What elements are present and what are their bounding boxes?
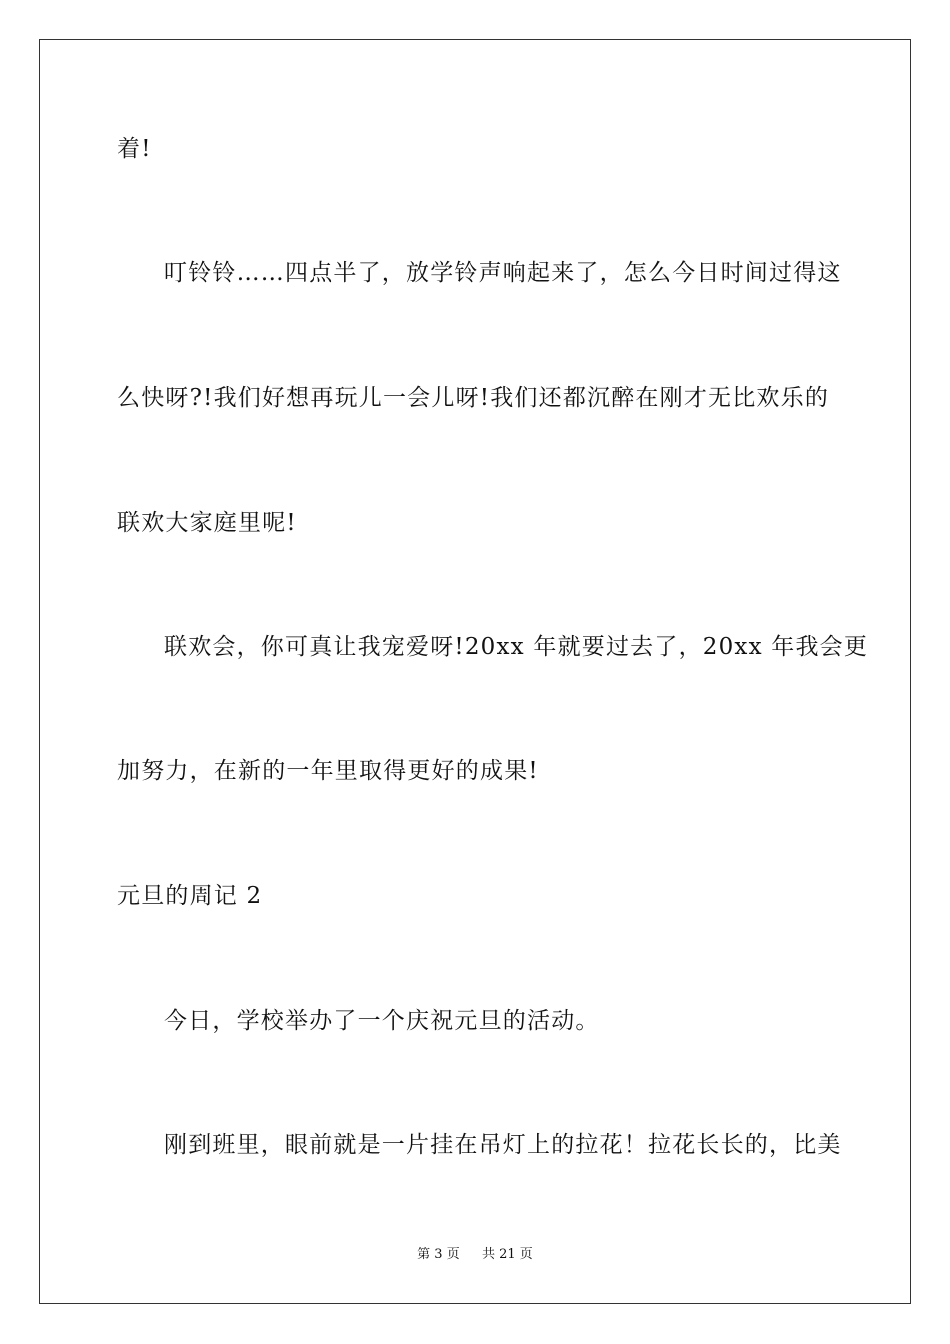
- page-total: 共 21 页: [482, 1247, 533, 1262]
- paragraph-line: 叮铃铃……四点半了，放学铃声响起来了，怎么今日时间过得这: [164, 260, 842, 286]
- paragraph-line: 今日，学校举办了一个庆祝元旦的活动。: [164, 1008, 600, 1034]
- text-line: 加努力，在新的一年里取得更好的成果!: [117, 758, 539, 784]
- text-line: 着!: [117, 136, 152, 162]
- paragraph-line: 联欢会，你可真让我宠爱呀!20xx 年就要过去了，20xx 年我会更: [164, 634, 869, 660]
- page-number: 第 3 页: [417, 1247, 460, 1262]
- page-footer: [0, 1245, 950, 1265]
- text-line: 联欢大家庭里呢!: [117, 510, 297, 536]
- text-line: 么快呀?!我们好想再玩儿一会儿呀!我们还都沉醉在刚才无比欢乐的: [117, 385, 830, 411]
- paragraph-line: 刚到班里，眼前就是一片挂在吊灯上的拉花！拉花长长的，比美: [164, 1132, 842, 1158]
- page-border: [39, 39, 911, 1304]
- section-heading: 元旦的周记 2: [117, 883, 263, 909]
